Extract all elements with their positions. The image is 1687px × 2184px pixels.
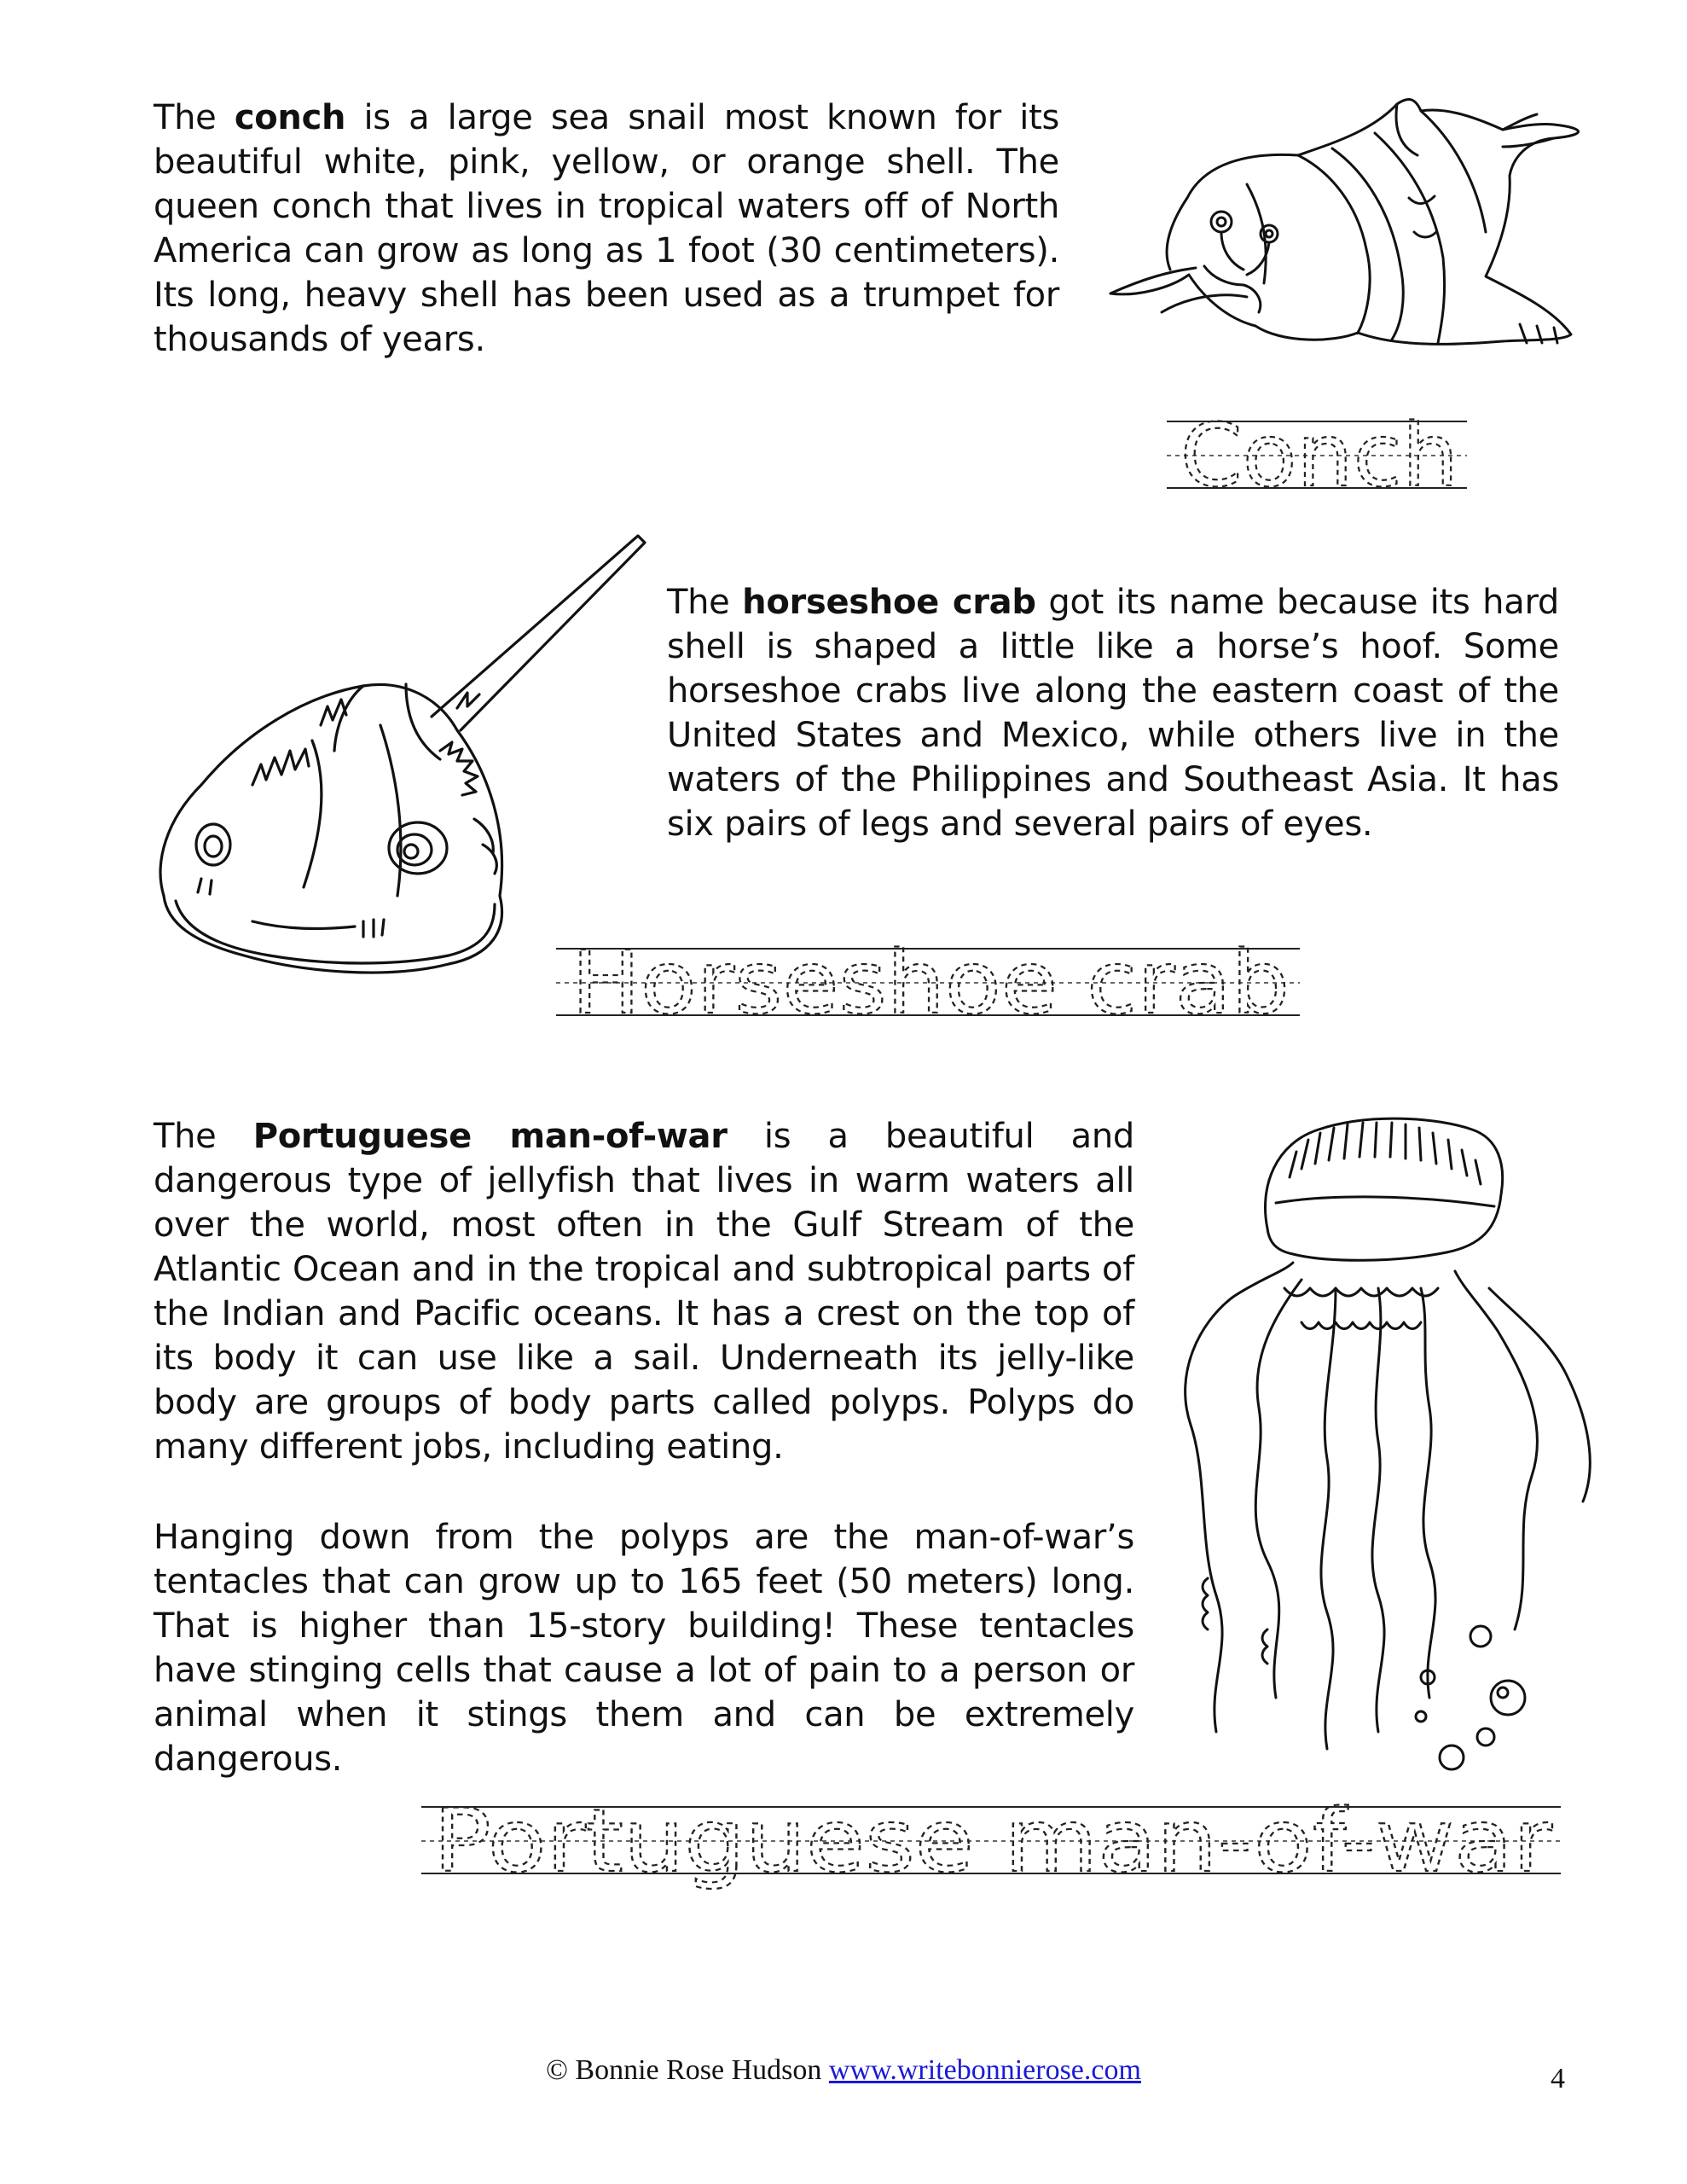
man-of-war-paragraph bbox=[154, 1114, 1134, 1469]
horseshoe-crab-description: got its name because its hard shell is shaped a little like a horse’s hoof. Some horseshoe crabs live along the eastern coast of the United States and Mexico, while others live in the waters of the Philippines and Southeast Asia. It has six pairs of legs and several pairs of eyes. bbox=[667, 583, 1559, 844]
man-of-war-tracing-line bbox=[421, 1791, 1561, 1892]
man-of-war-term: Portuguese man-of-war bbox=[252, 1117, 728, 1156]
conch-description: is a large sea snail most known for its beautiful white, pink, yellow, or orange shell. The queen conch that lives in tropical waters off of North America can grow as long as 1 foot (30 centimeters). Its long, heavy shell has been used as a trumpet for thousands of years. bbox=[154, 98, 1059, 359]
man-of-war-description: is a beautiful and dangerous type of jellyfish that lives in warm waters all over the world, most often in the Gulf Stream of the Atlantic Ocean and in the tropical and subtropical parts of the Indian and Pacific oceans. It has a crest on the top of its body it can use like a sail. Underneath its jelly-like body are groups of body parts called polyps. Polyps do many different jobs, including eating. bbox=[154, 1117, 1134, 1467]
website-link[interactable]: www.writebonnierose.com bbox=[828, 2054, 1141, 2086]
man-of-war-illustration bbox=[1157, 1101, 1600, 1783]
conch-illustration bbox=[1076, 96, 1588, 367]
copyright-text: © Bonnie Rose Hudson bbox=[546, 2054, 829, 2086]
horseshoe-crab-trace-word: Horseshoe crab bbox=[571, 932, 1290, 1034]
horseshoe-crab-tracing-line bbox=[556, 932, 1300, 1034]
conch-trace-word: Conch bbox=[1180, 405, 1458, 507]
horseshoe-crab-term: horseshoe crab bbox=[742, 583, 1036, 622]
conch-tracing-line bbox=[1167, 405, 1467, 507]
page-footer bbox=[0, 2054, 1687, 2087]
horseshoe-crab-intro: The bbox=[667, 583, 743, 622]
man-of-war-paragraph-2: Hanging down from the polyps are the man-of-war’s tentacles that can grow up to 165 feet (50 meters) long. That is higher than 15-story building! These tentacles have stinging cells that cause a lot of pain to a person or animal when it stings them and can be extremely dangerous. bbox=[154, 1518, 1134, 1779]
conch-intro: The bbox=[154, 98, 235, 137]
page-number: 4 bbox=[1551, 2063, 1565, 2094]
horseshoe-crab-illustration bbox=[150, 529, 650, 990]
conch-paragraph bbox=[154, 96, 1059, 362]
conch-term: conch bbox=[234, 98, 346, 137]
man-of-war-intro: The bbox=[154, 1117, 253, 1156]
horseshoe-crab-paragraph bbox=[667, 580, 1559, 846]
man-of-war-trace-word: Portuguese man-of-war bbox=[433, 1791, 1553, 1892]
